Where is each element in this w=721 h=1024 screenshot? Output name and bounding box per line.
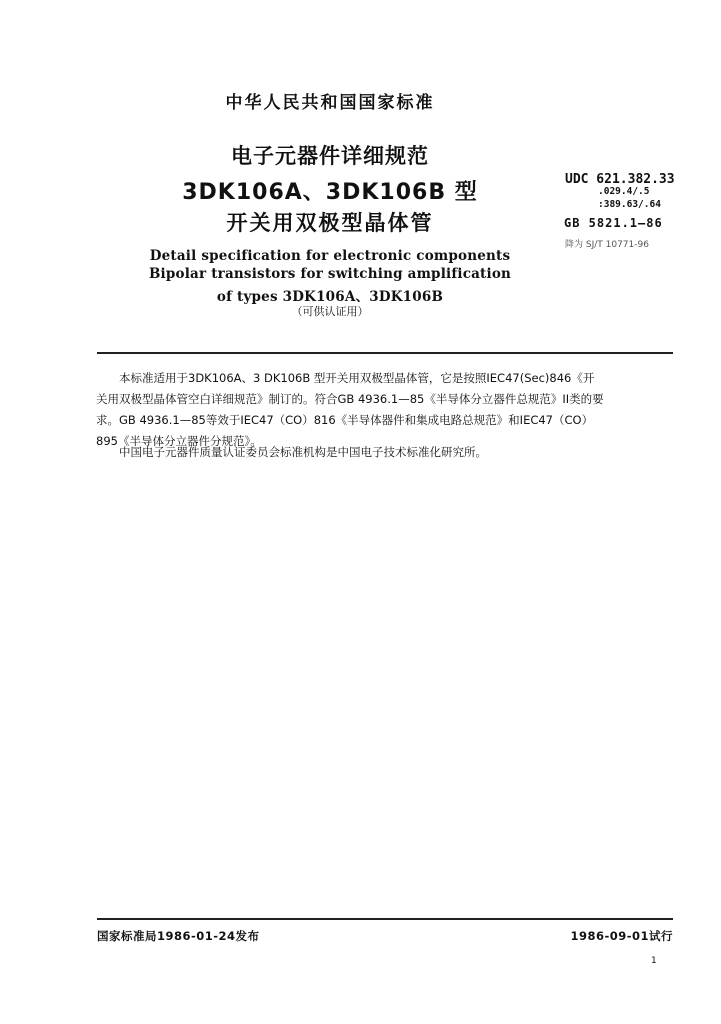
issuer-title: 中华人民共和国国家标准	[225, 93, 435, 113]
title-cn-line2: 3DK106A、3DK106B 型	[182, 180, 478, 205]
supersede-note: 降为 SJ/T 10771-96	[565, 240, 649, 250]
footer-divider	[97, 918, 673, 920]
usage-note: （可供认证用）	[291, 305, 369, 318]
title-en-line1: Detail specification for electronic components	[149, 248, 511, 264]
issue-date: 国家标准局1986-01-24发布	[97, 929, 260, 943]
body-line: 中国电子元器件质量认证委员会标准机构是中国电子技术标准化研究所。	[119, 445, 487, 459]
standard-number: GB 5821.1—86	[564, 216, 663, 230]
title-cn-line3: 开关用双极型晶体管	[226, 211, 434, 235]
body-paragraph-1	[96, 368, 676, 452]
body-paragraph-2	[96, 442, 676, 463]
body-line: 本标准适用于3DK106A、3 DK106B 型开关用双极型晶体管，它是按照IEC47(Sec)846《开	[119, 371, 595, 385]
header-divider	[97, 352, 673, 354]
body-line: 895《半导体分立器件分规范》。	[96, 434, 262, 448]
body-line: 关用双极型晶体管空白详细规范》制订的。符合GB 4936.1—85《半导体分立器件总规范》II类的要	[96, 392, 604, 406]
body-line: 求。GB 4936.1—85等效于IEC47（CO）816《半导体器件和集成电路总规范》和IEC47（CO）	[96, 413, 594, 427]
udc-code-line3: :389.63/.64	[598, 199, 661, 210]
effective-date: 1986-09-01试行	[570, 929, 673, 943]
udc-code: UDC 621.382.33	[565, 172, 675, 187]
title-en-line2: Bipolar transistors for switching amplification	[148, 266, 512, 282]
udc-code-line2: .029.4/.5	[598, 186, 650, 197]
title-cn-line1: 电子元器件详细规范	[231, 144, 429, 168]
title-en-line3: of types 3DK106A、3DK106B	[216, 289, 444, 305]
page-number: 1	[651, 956, 657, 966]
